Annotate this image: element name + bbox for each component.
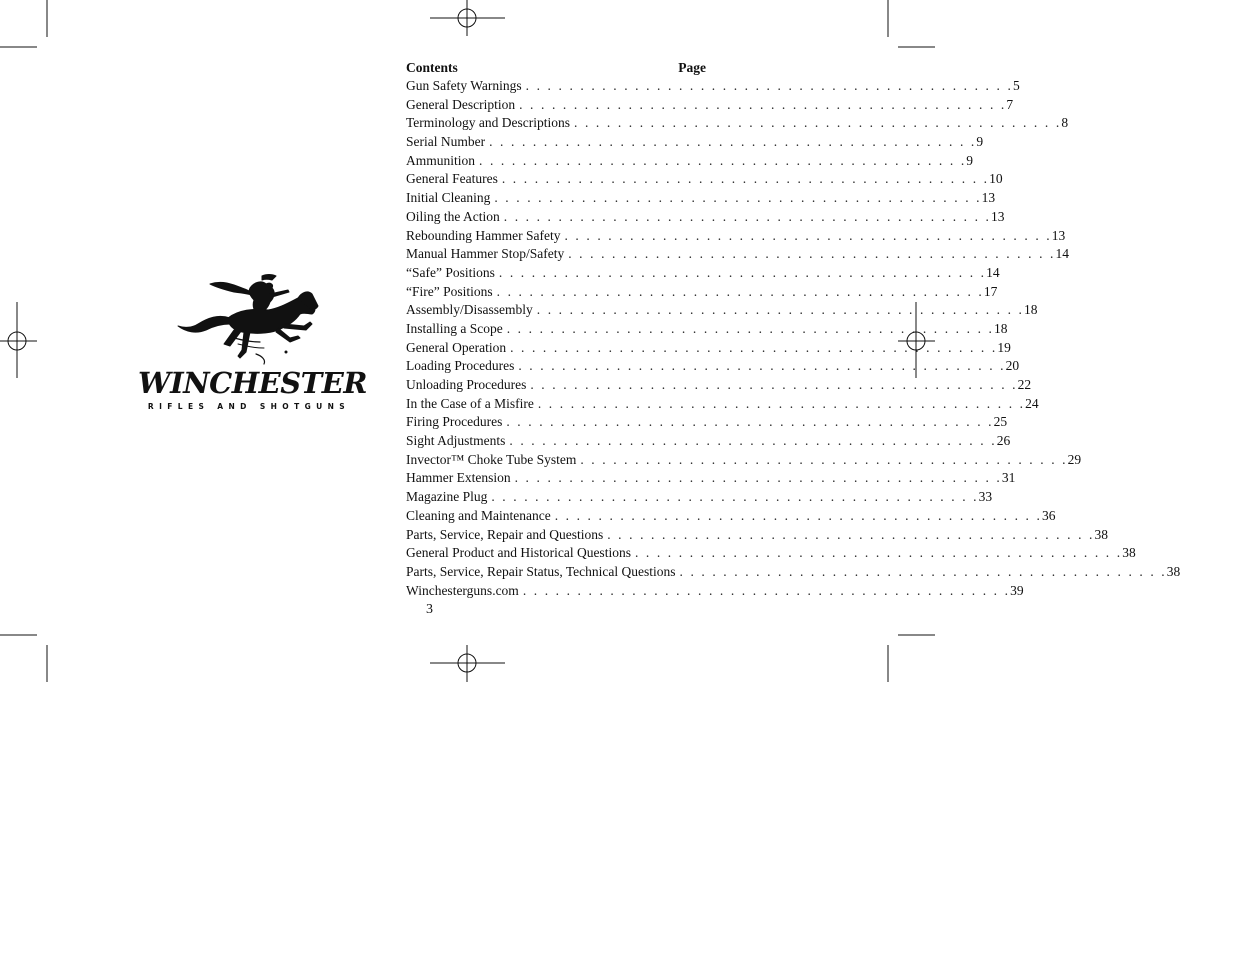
toc-entry-page: 9 <box>966 152 974 168</box>
toc-leader-dots: . . . . . . . . . . . . . . . . . . . . . . . . . . . . . . . . . . . . . . . . . . . . . <box>536 302 1025 318</box>
toc-entry <box>406 432 1011 451</box>
winchester-logo <box>138 268 367 414</box>
toc-entry-title: General Operation <box>406 339 507 355</box>
crop-mark-bottom-right <box>888 635 935 682</box>
toc-entry-page: 9 <box>976 134 984 150</box>
toc-entry-page: 13 <box>1051 227 1066 243</box>
toc-entry-title: Invector™ Choke Tube System <box>406 451 577 467</box>
toc-list <box>406 77 1181 600</box>
crop-mark-bottom-left <box>0 635 47 682</box>
toc-entry <box>406 152 974 171</box>
toc-entry-title: General Product and Historical Questions <box>406 545 631 561</box>
toc-leader-dots: . . . . . . . . . . . . . . . . . . . . . . . . . . . . . . . . . . . . . . . . . . . . . <box>506 414 994 430</box>
toc-leader-dots: . . . . . . . . . . . . . . . . . . . . . . . . . . . . . . . . . . . . . . . . . . . . . <box>489 134 977 150</box>
toc-entry <box>406 245 1069 264</box>
toc-leader-dots: . . . . . . . . . . . . . . . . . . . . . . . . . . . . . . . . . . . . . . . . . . . . . <box>501 171 990 187</box>
toc-entry-title: Parts, Service, Repair Status, Technical Questions <box>406 563 676 579</box>
logo-wordmark: WINCHESTER <box>138 366 367 400</box>
table-of-contents <box>406 58 1181 600</box>
toc-leader-dots: . . . . . . . . . . . . . . . . . . . . . . . . . . . . . . . . . . . . . . . . . . . . . <box>519 96 1007 112</box>
contents-heading: Contents <box>406 60 458 75</box>
toc-entry-page: 13 <box>991 208 1005 224</box>
toc-leader-dots: . . . . . . . . . . . . . . . . . . . . . . . . . . . . . . . . . . . . . . . . . . . . . <box>679 563 1167 579</box>
toc-entry-page: 24 <box>1025 395 1039 411</box>
toc-entry-title: Parts, Service, Repair and Questions <box>406 526 604 542</box>
toc-entry-title: General Description <box>406 96 516 112</box>
registration-mark-top <box>430 0 505 36</box>
toc-entry <box>406 413 1008 432</box>
crop-mark-top-right <box>888 0 935 47</box>
toc-entry-page: 36 <box>1041 507 1056 523</box>
toc-entry <box>406 283 998 302</box>
toc-entry-title: Ammunition <box>406 152 476 168</box>
toc-entry-page: 33 <box>978 489 993 505</box>
toc-entry <box>406 357 1020 376</box>
toc-entry <box>406 339 1011 358</box>
toc-entry <box>406 96 1014 115</box>
toc-entry <box>406 488 993 507</box>
toc-entry <box>406 227 1066 246</box>
toc-entry-page: 19 <box>997 339 1011 355</box>
toc-entry <box>406 77 1020 96</box>
toc-entry-title: In the Case of a Misfire <box>406 395 534 411</box>
registration-mark-left <box>0 302 37 378</box>
toc-entry-title: Unloading Procedures <box>406 377 527 392</box>
toc-leader-dots: . . . . . . . . . . . . . . . . . . . . . . . . . . . . . . . . . . . . . . . . . . . . . <box>530 377 1018 392</box>
toc-entry <box>406 395 1039 414</box>
toc-entry-page: 20 <box>1005 358 1020 374</box>
toc-entry <box>406 582 1024 601</box>
toc-leader-dots: . . . . . . . . . . . . . . . . . . . . . . . . . . . . . . . . . . . . . . . . . . . . . <box>506 320 995 336</box>
toc-leader-dots: . . . . . . . . . . . . . . . . . . . . . . . . . . . . . . . . . . . . . . . . . . . . . <box>509 433 997 449</box>
toc-leader-dots: . . . . . . . . . . . . . . . . . . . . . . . . . . . . . . . . . . . . . . . . . . . . . <box>580 451 1068 467</box>
toc-leader-dots: . . . . . . . . . . . . . . . . . . . . . . . . . . . . . . . . . . . . . . . . . . . . . <box>518 358 1006 374</box>
toc-entry-page: 13 <box>981 190 996 206</box>
toc-entry-title: “Safe” Positions <box>406 264 495 280</box>
toc-entry <box>406 264 1000 283</box>
toc-leader-dots: . . . . . . . . . . . . . . . . . . . . . . . . . . . . . . . . . . . . . . . . . . . . . <box>554 507 1042 523</box>
toc-entry-page: 25 <box>993 414 1008 430</box>
toc-entry <box>406 469 1016 488</box>
toc-entry-page: 14 <box>986 264 1000 280</box>
horse-and-rider-icon <box>138 268 360 368</box>
toc-leader-dots: . . . . . . . . . . . . . . . . . . . . . . . . . . . . . . . . . . . . . . . . . . . . . <box>494 190 982 206</box>
toc-entry <box>406 114 1069 133</box>
toc-entry-page: 38 <box>1122 545 1136 561</box>
toc-entry-title: Loading Procedures <box>406 358 515 374</box>
toc-entry-title: Terminology and Descriptions <box>406 115 571 131</box>
toc-entry <box>406 376 1032 395</box>
toc-entry-page: 26 <box>996 433 1011 449</box>
toc-leader-dots: . . . . . . . . . . . . . . . . . . . . . . . . . . . . . . . . . . . . . . . . . . . . . <box>525 78 1013 93</box>
toc-entry-title: Assembly/Disassembly <box>406 302 533 318</box>
toc-entry-title: Installing a Scope <box>406 320 503 336</box>
toc-leader-dots: . . . . . . . . . . . . . . . . . . . . . . . . . . . . . . . . . . . . . . . . . . . . . <box>514 470 1002 486</box>
toc-entry-title: Winchesterguns.com <box>406 582 519 598</box>
toc-entry-page: 18 <box>1024 302 1038 318</box>
toc-entry-page: 29 <box>1067 451 1082 467</box>
toc-entry-page: 7 <box>1006 96 1014 112</box>
toc-leader-dots: . . . . . . . . . . . . . . . . . . . . . . . . . . . . . . . . . . . . . . . . . . . . . <box>574 115 1062 131</box>
toc-entry-page: 38 <box>1166 563 1181 579</box>
toc-leader-dots: . . . . . . . . . . . . . . . . . . . . . . . . . . . . . . . . . . . . . . . . . . . . . <box>498 264 987 280</box>
toc-entry <box>406 133 984 152</box>
registration-mark-bottom <box>430 645 505 682</box>
toc-entry-page: 8 <box>1061 115 1069 131</box>
logo-tagline: RIFLES AND SHOTGUNS <box>147 402 351 411</box>
page-heading: Page <box>678 60 706 75</box>
toc-entry-title: Serial Number <box>406 134 486 150</box>
toc-entry <box>406 507 1056 526</box>
toc-entry-title: Cleaning and Maintenance <box>406 507 551 523</box>
toc-entry-title: Hammer Extension <box>406 470 511 486</box>
toc-entry <box>406 563 1181 582</box>
toc-entry <box>406 544 1136 563</box>
toc-leader-dots: . . . . . . . . . . . . . . . . . . . . . . . . . . . . . . . . . . . . . . . . . . . . . <box>496 283 984 299</box>
toc-entry-title: Rebounding Hammer Safety <box>406 227 561 243</box>
toc-entry-title: Gun Safety Warnings <box>406 78 522 93</box>
toc-entry-title: Initial Cleaning <box>406 190 491 206</box>
toc-leader-dots: . . . . . . . . . . . . . . . . . . . . . . . . . . . . . . . . . . . . . . . . . . . . . <box>568 246 1056 262</box>
toc-entry-page: 14 <box>1055 246 1069 262</box>
toc-entry-title: Magazine Plug <box>406 489 488 505</box>
toc-entry-page: 17 <box>983 283 998 299</box>
toc-entry-title: Sight Adjustments <box>406 433 506 449</box>
toc-entry-title: Manual Hammer Stop/Safety <box>406 246 565 262</box>
toc-entry <box>406 208 1005 227</box>
toc-entry-title: General Features <box>406 171 498 187</box>
toc-entry-page: 18 <box>994 320 1008 336</box>
toc-entry <box>406 170 1003 189</box>
toc-entry <box>406 451 1082 470</box>
toc-leader-dots: . . . . . . . . . . . . . . . . . . . . . . . . . . . . . . . . . . . . . . . . . . . . . <box>503 208 992 224</box>
toc-leader-dots: . . . . . . . . . . . . . . . . . . . . . . . . . . . . . . . . . . . . . . . . . . . . . <box>537 395 1026 411</box>
page-number: 3 <box>426 602 433 617</box>
toc-entry <box>406 320 1008 339</box>
toc-leader-dots: . . . . . . . . . . . . . . . . . . . . . . . . . . . . . . . . . . . . . . . . . . . . . <box>634 545 1123 561</box>
toc-leader-dots: . . . . . . . . . . . . . . . . . . . . . . . . . . . . . . . . . . . . . . . . . . . . . <box>607 526 1095 542</box>
toc-entry <box>406 189 996 208</box>
toc-entry-page: 22 <box>1017 377 1032 392</box>
toc-entry-title: Oiling the Action <box>406 208 500 224</box>
toc-leader-dots: . . . . . . . . . . . . . . . . . . . . . . . . . . . . . . . . . . . . . . . . . . . . . <box>564 227 1052 243</box>
crop-mark-top-left <box>0 0 47 47</box>
toc-leader-dots: . . . . . . . . . . . . . . . . . . . . . . . . . . . . . . . . . . . . . . . . . . . . . <box>479 152 967 168</box>
toc-entry-title: Firing Procedures <box>406 414 503 430</box>
toc-entry-title: “Fire” Positions <box>406 283 493 299</box>
toc-leader-dots: . . . . . . . . . . . . . . . . . . . . . . . . . . . . . . . . . . . . . . . . . . . . . <box>522 582 1011 598</box>
toc-entry <box>406 526 1108 545</box>
toc-entry-page: 38 <box>1094 526 1108 542</box>
toc-entry-page: 5 <box>1012 78 1020 93</box>
toc-leader-dots: . . . . . . . . . . . . . . . . . . . . . . . . . . . . . . . . . . . . . . . . . . . . . <box>510 339 998 355</box>
toc-entry-page: 39 <box>1010 582 1024 598</box>
toc-leader-dots: . . . . . . . . . . . . . . . . . . . . . . . . . . . . . . . . . . . . . . . . . . . . . <box>491 489 979 505</box>
toc-entry-page: 10 <box>989 171 1003 187</box>
toc-entry-page: 31 <box>1001 470 1016 486</box>
toc-entry <box>406 301 1038 320</box>
toc-header <box>406 58 710 77</box>
